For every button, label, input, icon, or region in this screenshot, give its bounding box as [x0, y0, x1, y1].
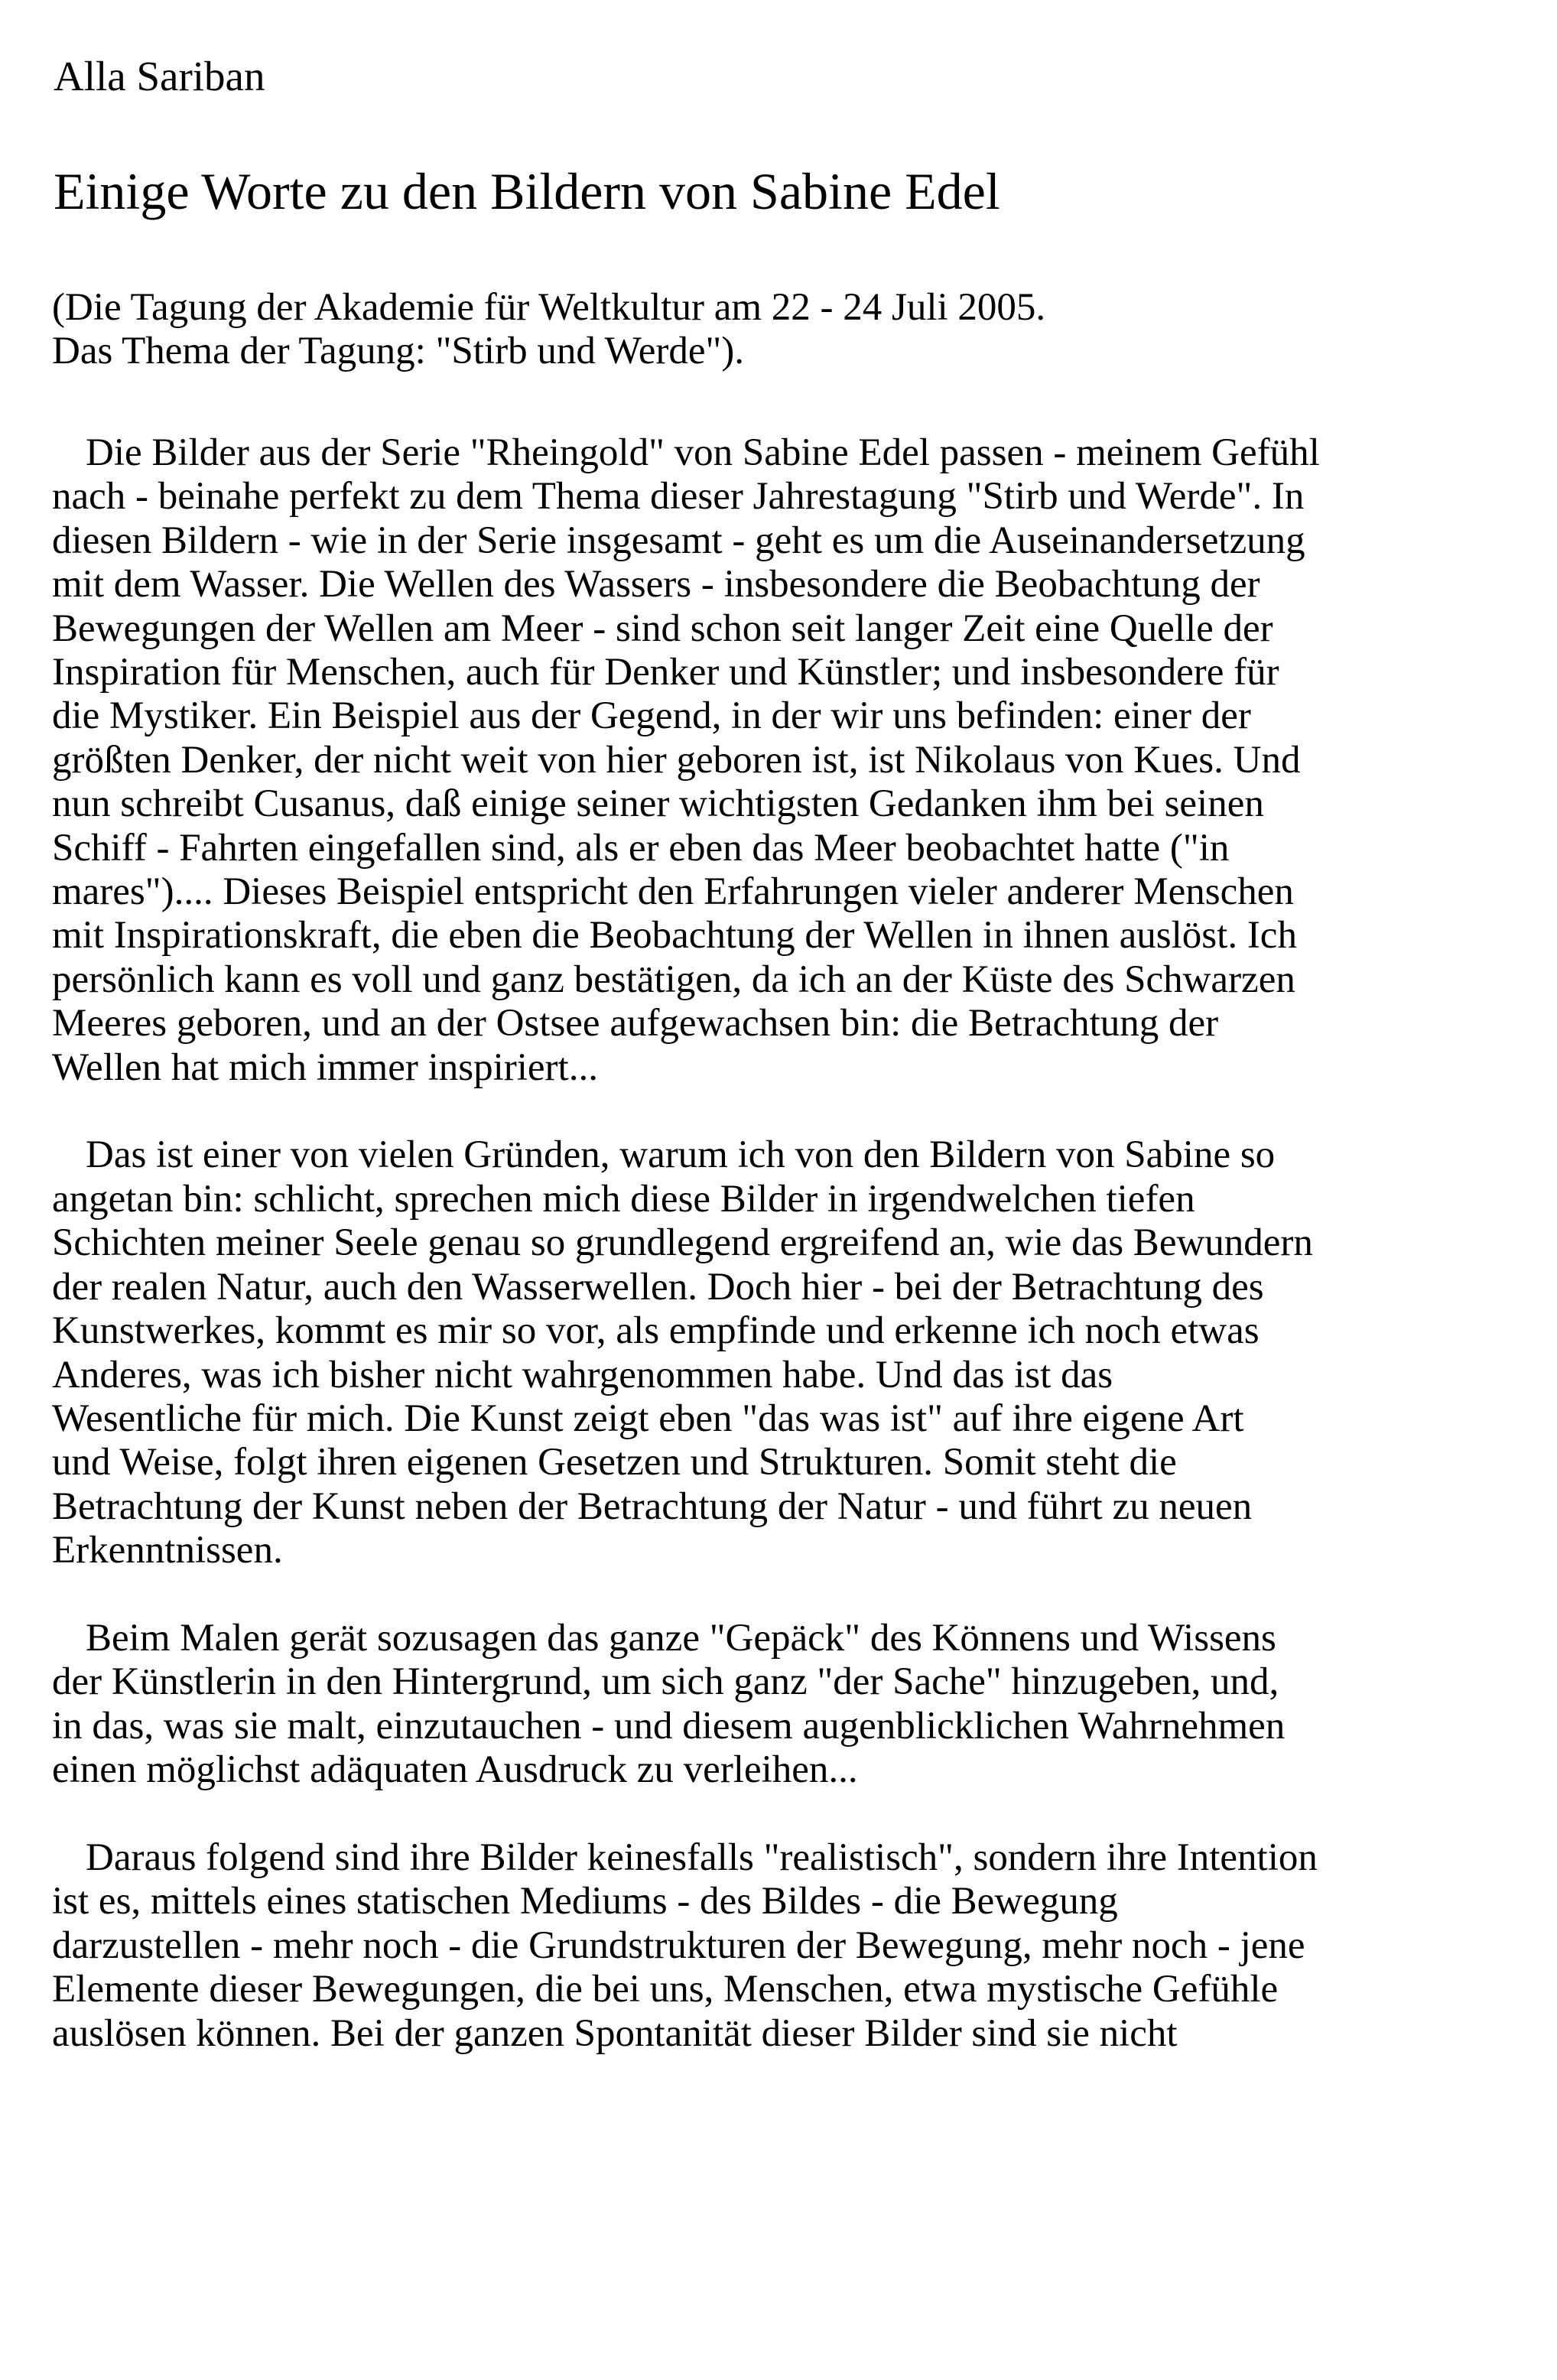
text-line: größten Denker, der nicht weit von hier geboren ist, ist Nikolaus von Kues. Und [52, 738, 1301, 782]
text-line: und Weise, folgt ihren eigenen Gesetzen und Strukturen. Somit steht die [52, 1441, 1177, 1484]
text-line: diesen Bildern - wie in der Serie insgesamt - geht es um die Auseinandersetzung [52, 519, 1305, 562]
paragraph-3 [52, 1617, 1320, 1793]
text-line: Daraus folgend sind ihre Bilder keinesfalls "realistisch", sondern ihre Intention [86, 1835, 1318, 1879]
text-line: der Künstlerin in den Hintergrund, um sich ganz "der Sache" hinzugeben, und, [52, 1660, 1279, 1704]
text-line: mit Inspirationskraft, die eben die Beobachtung der Wellen in ihnen auslöst. Ich [52, 914, 1297, 958]
text-line: Elemente dieser Bewegungen, die bei uns, Menschen, etwa mystische Gefühle [52, 1968, 1279, 2011]
text-line: Inspiration für Menschen, auch für Denker und Künstler; und insbesondere für [52, 651, 1279, 694]
text-line: Anderes, was ich bisher nicht wahrgenommen habe. Und das ist das [52, 1353, 1113, 1396]
text-line: der realen Natur, auch den Wasserwellen. Doch hier - bei der Betrachtung des [52, 1265, 1264, 1309]
document-title: Einige Worte zu den Bildern von Sabine Edel [54, 162, 1000, 220]
conference-info-line: (Die Tagung der Akademie für Weltkultur am 22 - 24 Juli 2005. [52, 286, 1046, 329]
text-line: Wesentliche für mich. Die Kunst zeigt eben "das was ist" auf ihre eigene Art [52, 1396, 1244, 1440]
text-line: persönlich kann es voll und ganz bestätigen, da ich an der Küste des Schwarzen [52, 958, 1295, 1001]
text-line: Bewegungen der Wellen am Meer - sind schon seit langer Zeit eine Quelle der [52, 606, 1273, 650]
document-body [52, 431, 1320, 2099]
text-line: angetan bin: schlicht, sprechen mich diese Bilder in irgendwelchen tiefen [52, 1177, 1195, 1221]
text-line: Schichten meiner Seele genau so grundlegend ergreifend an, wie das Bewundern [52, 1221, 1313, 1265]
text-line: Beim Malen gerät sozusagen das ganze "Gepäck" des Könnens und Wissens [86, 1616, 1276, 1660]
text-line: Betrachtung der Kunst neben der Betrachtung der Natur - und führt zu neuen [52, 1484, 1253, 1528]
paragraph-1 [52, 431, 1320, 1090]
text-line: einen möglichst adäquaten Ausdruck zu verleihen... [52, 1748, 858, 1792]
text-line: Die Bilder aus der Serie "Rheingold" von Sabine Edel passen - meinem Gefühl [86, 431, 1320, 474]
text-line: Wellen hat mich immer inspiriert... [52, 1045, 598, 1089]
paragraph-2 [52, 1133, 1320, 1572]
conference-info-line: Das Thema der Tagung: "Stirb und Werde"). [52, 330, 745, 372]
text-line: Das ist einer von vielen Gründen, warum ich von den Bildern von Sabine so [86, 1133, 1276, 1177]
text-line: Erkenntnissen. [52, 1529, 283, 1572]
text-line: mares").... Dieses Beispiel entspricht den Erfahrungen vieler anderer Menschen [52, 870, 1294, 914]
text-line: mit dem Wasser. Die Wellen des Wassers - insbesondere die Beobachtung der [52, 563, 1260, 606]
text-line: auslösen können. Bei der ganzen Spontanität dieser Bilder sind sie nicht [52, 2011, 1178, 2055]
author-name: Alla Sariban [54, 53, 265, 99]
conference-info [52, 286, 1045, 373]
text-line: nach - beinahe perfekt zu dem Thema dieser Jahrestagung "Stirb und Werde". In [52, 475, 1305, 519]
text-line: Meeres geboren, und an der Ostsee aufgewachsen bin: die Betrachtung der [52, 1002, 1219, 1045]
text-line: Schiff - Fahrten eingefallen sind, als er eben das Meer beobachtet hatte ("in [52, 826, 1230, 870]
text-line: nun schreibt Cusanus, daß einige seiner wichtigsten Gedanken ihm bei seinen [52, 782, 1264, 826]
text-line: in das, was sie malt, einzutauchen - und diesem augenblicklichen Wahrnehmen [52, 1704, 1286, 1748]
text-line: darzustellen - mehr noch - die Grundstrukturen der Bewegung, mehr noch - jene [52, 1923, 1305, 1967]
text-line: Kunstwerkes, kommt es mir so vor, als empfinde und erkenne ich noch etwas [52, 1309, 1260, 1353]
text-line: die Mystiker. Ein Beispiel aus der Gegend, in der wir uns befinden: einer der [52, 694, 1251, 738]
paragraph-4 [52, 1836, 1320, 2056]
text-line: ist es, mittels eines statischen Mediums - des Bildes - die Bewegung [52, 1880, 1118, 1923]
